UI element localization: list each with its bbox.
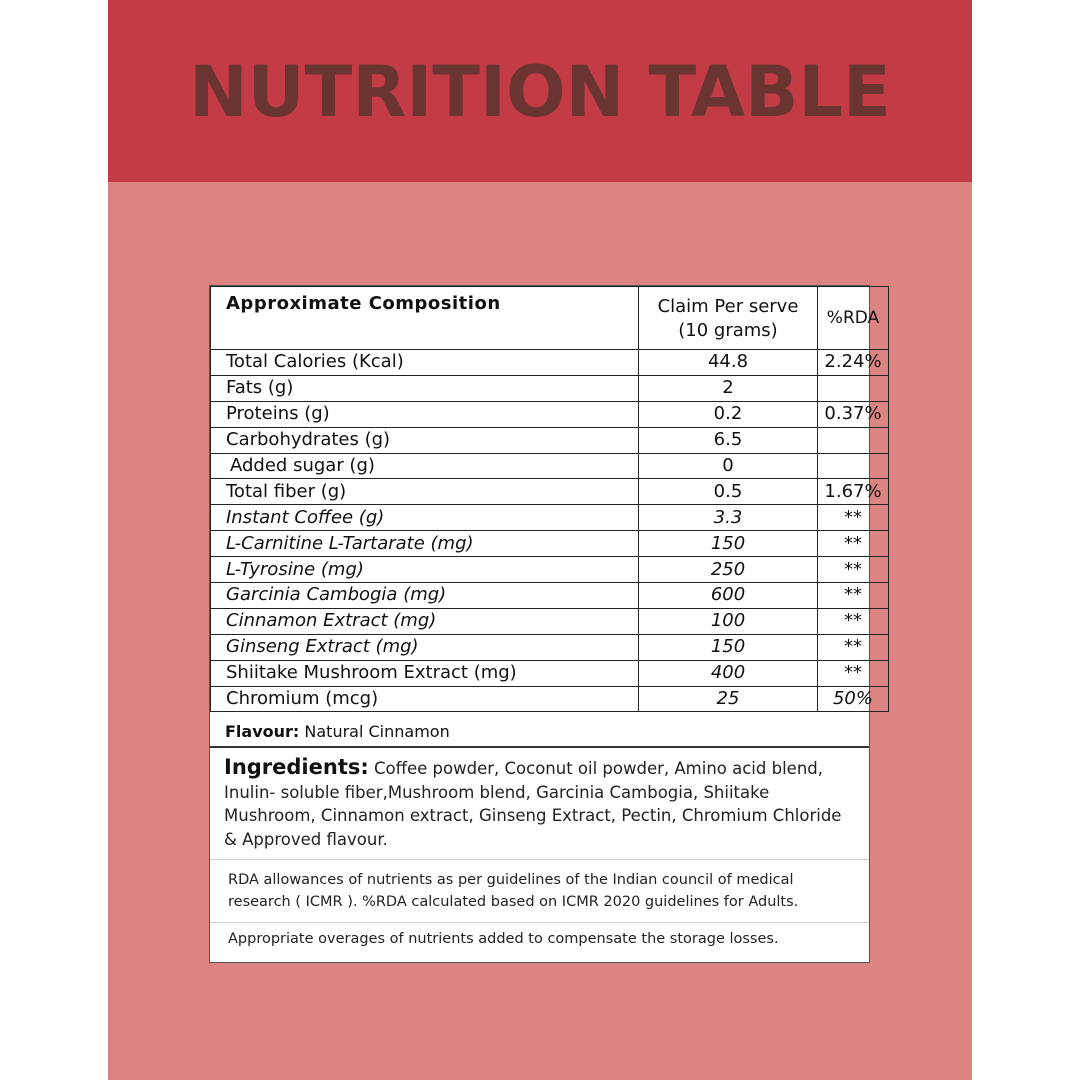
table-row	[211, 686, 889, 712]
nutrient-claim: 25	[639, 686, 818, 712]
ingredients-block	[224, 756, 854, 851]
nutrient-claim: 600	[639, 583, 818, 609]
table-row	[211, 531, 889, 557]
nutrient-claim: 3.3	[639, 505, 818, 531]
page-title: NUTRITION TABLE	[189, 51, 891, 133]
nutrient-rda	[818, 375, 889, 401]
header-claim	[639, 287, 818, 350]
nutrient-rda	[818, 427, 889, 453]
flavour-value: Natural Cinnamon	[299, 722, 450, 741]
nutrient-rda: 0.37%	[818, 401, 889, 427]
nutrient-rda: **	[818, 583, 889, 609]
table-row	[211, 583, 889, 609]
nutrient-claim: 150	[639, 531, 818, 557]
ingredients-text: Coffee powder, Coconut oil powder, Amino acid blend, Inulin- soluble fiber,Mushroom blend, Garcinia Cambogia, Shiitake Mushroom, Cinnamon extract, Ginseng Extract, Pectin, Chromium Chloride & Approved flavour.	[224, 759, 842, 849]
header-claim-line1: Claim Per serve	[657, 296, 799, 317]
nutrient-claim: 150	[639, 634, 818, 660]
nutrient-rda: **	[818, 505, 889, 531]
table-row	[211, 453, 889, 479]
ingredients-label: Ingredients:	[224, 755, 369, 779]
rda-note: RDA allowances of nutrients as per guidelines of the Indian council of medical research ( ICMR ). %RDA calculated based on ICMR 2020 guidelines for Adults.	[228, 872, 799, 910]
nutrient-rda	[818, 453, 889, 479]
nutrient-name: L-Tyrosine (mg)	[211, 557, 639, 583]
flavour-label: Flavour:	[225, 722, 300, 741]
nutrient-name: Total Calories (Kcal)	[211, 350, 639, 376]
section-divider	[210, 746, 869, 748]
notes-divider	[210, 922, 869, 923]
nutrient-claim: 0	[639, 453, 818, 479]
header-claim-label	[639, 287, 817, 343]
nutrient-rda: **	[818, 531, 889, 557]
table-row	[211, 608, 889, 634]
nutrient-name: Shiitake Mushroom Extract (mg)	[211, 660, 639, 686]
nutrient-rda: **	[818, 634, 889, 660]
nutrient-name: Carbohydrates (g)	[211, 427, 639, 453]
nutrient-name: Fats (g)	[211, 375, 639, 401]
nutrient-rda: 2.24%	[818, 350, 889, 376]
nutrient-rda: 50%	[818, 686, 889, 712]
nutrient-rda: **	[818, 660, 889, 686]
nutrient-claim: 0.2	[639, 401, 818, 427]
nutrient-name: Cinnamon Extract (mg)	[211, 608, 639, 634]
nutrition-card	[209, 285, 882, 963]
nutrient-name: Proteins (g)	[211, 401, 639, 427]
table-row	[211, 505, 889, 531]
table-row	[211, 427, 889, 453]
table-row	[211, 557, 889, 583]
nutrient-claim: 400	[639, 660, 818, 686]
overage-note: Appropriate overages of nutrients added to compensate the storage losses.	[228, 931, 779, 947]
notes-divider	[210, 859, 869, 860]
nutrient-claim: 44.8	[639, 350, 818, 376]
table-row	[211, 401, 889, 427]
header-composition-label: Approximate Composition	[226, 293, 501, 314]
table-row	[211, 660, 889, 686]
header-composition	[211, 287, 639, 350]
header-claim-line2: (10 grams)	[678, 320, 778, 341]
nutrient-claim: 0.5	[639, 479, 818, 505]
table-row	[211, 479, 889, 505]
nutrient-name: Total fiber (g)	[211, 479, 639, 505]
nutrient-claim: 100	[639, 608, 818, 634]
table-row	[211, 350, 889, 376]
nutrient-rda: **	[818, 608, 889, 634]
header-rda-label: %RDA	[826, 308, 880, 328]
header-rda	[818, 287, 889, 350]
nutrient-name: Garcinia Cambogia (mg)	[211, 583, 639, 609]
nutrient-name: Ginseng Extract (mg)	[211, 634, 639, 660]
nutrient-rda: **	[818, 557, 889, 583]
nutrient-claim: 6.5	[639, 427, 818, 453]
nutrient-rda: 1.67%	[818, 479, 889, 505]
table-row	[211, 375, 889, 401]
nutrient-name: Instant Coffee (g)	[211, 505, 639, 531]
table-header-row	[211, 287, 889, 350]
nutrient-name: L-Carnitine L-Tartarate (mg)	[211, 531, 639, 557]
nutrient-claim: 2	[639, 375, 818, 401]
nutrition-table	[210, 286, 889, 712]
flavour-line	[225, 722, 450, 741]
table-row	[211, 634, 889, 660]
nutrient-name: Added sugar (g)	[211, 453, 639, 479]
nutrient-claim: 250	[639, 557, 818, 583]
nutrient-name: Chromium (mcg)	[211, 686, 639, 712]
